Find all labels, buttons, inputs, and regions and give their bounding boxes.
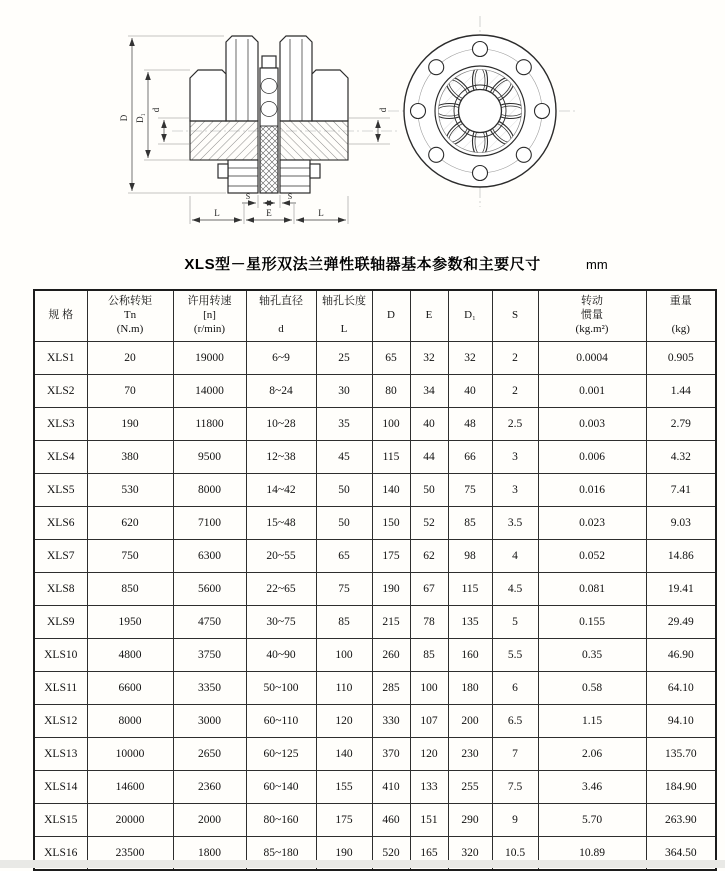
value-cell: 20000 [87,804,173,837]
section-view-drawing [116,6,401,241]
value-cell: 98 [448,540,492,573]
value-cell: 29.49 [646,606,716,639]
value-cell: 115 [448,573,492,606]
value-cell: 78 [410,606,448,639]
value-cell: 44 [410,441,448,474]
value-cell: 25 [316,342,372,375]
value-cell: 100 [410,672,448,705]
value-cell: 364.50 [646,837,716,871]
left-half-coupling [190,36,258,193]
value-cell: 4750 [173,606,246,639]
value-cell: 40 [410,408,448,441]
table-row [34,738,716,771]
value-cell: 60~110 [246,705,316,738]
value-cell: 0.155 [538,606,646,639]
value-cell: 1.15 [538,705,646,738]
value-cell: 11800 [173,408,246,441]
value-cell: 14600 [87,771,173,804]
spec-cell: XLS16 [34,837,87,871]
value-cell: 2360 [173,771,246,804]
dim-D1 [135,70,190,160]
column-header-D1: D₁ [448,290,492,342]
table-row [34,672,716,705]
value-cell: 140 [316,738,372,771]
value-cell: 120 [316,705,372,738]
value-cell: 200 [448,705,492,738]
table-head-row [34,290,716,342]
value-cell: 50 [316,507,372,540]
column-header-speed: 许用转速 [n] (r/min) [173,290,246,342]
table-row [34,375,716,408]
value-cell: 150 [372,507,410,540]
value-cell: 151 [410,804,448,837]
value-cell: 9.03 [646,507,716,540]
bore-circle [459,90,502,133]
value-cell: 155 [316,771,372,804]
value-cell: 0.052 [538,540,646,573]
value-cell: 184.90 [646,771,716,804]
value-cell: 9 [492,804,538,837]
value-cell: 30 [316,375,372,408]
value-cell: 215 [372,606,410,639]
value-cell: 4.5 [492,573,538,606]
title-row [0,252,725,278]
value-cell: 190 [372,573,410,606]
value-cell: 1800 [173,837,246,871]
page-bottom-strip [0,860,725,868]
column-header-bore-diameter: 轴孔直径 d [246,290,316,342]
value-cell: 52 [410,507,448,540]
spec-cell: XLS15 [34,804,87,837]
value-cell: 65 [316,540,372,573]
value-cell: 94.10 [646,705,716,738]
spec-cell: XLS5 [34,474,87,507]
spec-cell: XLS9 [34,606,87,639]
value-cell: 0.905 [646,342,716,375]
value-cell: 40~90 [246,639,316,672]
value-cell: 19000 [173,342,246,375]
table-row [34,804,716,837]
spec-cell: XLS4 [34,441,87,474]
value-cell: 620 [87,507,173,540]
spec-cell: XLS11 [34,672,87,705]
value-cell: 4 [492,540,538,573]
value-cell: 140 [372,474,410,507]
value-cell: 520 [372,837,410,871]
value-cell: 2650 [173,738,246,771]
value-cell: 100 [372,408,410,441]
value-cell: 4.32 [646,441,716,474]
value-cell: 50~100 [246,672,316,705]
dim-label-S-right: S [287,192,293,201]
table-row [34,408,716,441]
table-row [34,573,716,606]
table-row [34,639,716,672]
table-row [34,441,716,474]
value-cell: 32 [410,342,448,375]
value-cell: 850 [87,573,173,606]
value-cell: 6600 [87,672,173,705]
value-cell: 85 [316,606,372,639]
column-header-inertia: 转动 惯量 (kg.m²) [538,290,646,342]
value-cell: 263.90 [646,804,716,837]
value-cell: 530 [87,474,173,507]
value-cell: 3 [492,474,538,507]
value-cell: 10.5 [492,837,538,871]
value-cell: 107 [410,705,448,738]
value-cell: 8000 [87,705,173,738]
dim-label-L-left: L [214,208,220,218]
value-cell: 8~24 [246,375,316,408]
value-cell: 80 [372,375,410,408]
value-cell: 320 [448,837,492,871]
value-cell: 5 [492,606,538,639]
dim-label-S-left: S [245,192,251,201]
value-cell: 3000 [173,705,246,738]
table-row [34,771,716,804]
value-cell: 46.90 [646,639,716,672]
value-cell: 3 [492,441,538,474]
column-header-E: E [410,290,448,342]
value-cell: 3.46 [538,771,646,804]
value-cell: 190 [316,837,372,871]
dim-label-d-left: d [151,107,161,113]
value-cell: 2000 [173,804,246,837]
value-cell: 285 [372,672,410,705]
value-cell: 7.5 [492,771,538,804]
value-cell: 6.5 [492,705,538,738]
value-cell: 0.0004 [538,342,646,375]
value-cell: 30~75 [246,606,316,639]
value-cell: 64.10 [646,672,716,705]
value-cell: 460 [372,804,410,837]
flange-section-hatch [190,121,258,160]
value-cell: 115 [372,441,410,474]
column-header-torque: 公称转矩 Tn (N.m) [87,290,173,342]
dim-LEL [190,196,348,224]
dim-label-L-right: L [318,208,324,218]
value-cell: 0.003 [538,408,646,441]
value-cell: 0.58 [538,672,646,705]
value-cell: 2.79 [646,408,716,441]
value-cell: 3.5 [492,507,538,540]
value-cell: 50 [316,474,372,507]
column-header-D: D [372,290,410,342]
value-cell: 60~140 [246,771,316,804]
page-title: XLS型－星形双法兰弹性联轴器基本参数和主要尺寸 [184,256,541,273]
column-header-bore-length: 轴孔长度 L [316,290,372,342]
value-cell: 1950 [87,606,173,639]
unit-label: mm [586,257,608,272]
table-row [34,342,716,375]
value-cell: 62 [410,540,448,573]
spec-cell: XLS7 [34,540,87,573]
spec-cell: XLS13 [34,738,87,771]
value-cell: 2.5 [492,408,538,441]
table-row [34,507,716,540]
value-cell: 4800 [87,639,173,672]
value-cell: 5600 [173,573,246,606]
dim-d-right [349,107,390,144]
value-cell: 165 [410,837,448,871]
spec-cell: XLS1 [34,342,87,375]
spec-cell: XLS10 [34,639,87,672]
dim-label-D: D [119,114,129,122]
value-cell: 80~160 [246,804,316,837]
value-cell: 50 [410,474,448,507]
value-cell: 7.41 [646,474,716,507]
value-cell: 67 [410,573,448,606]
value-cell: 100 [316,639,372,672]
table-row [34,606,716,639]
value-cell: 14~42 [246,474,316,507]
value-cell: 2 [492,342,538,375]
spec-cell: XLS2 [34,375,87,408]
value-cell: 6300 [173,540,246,573]
value-cell: 6~9 [246,342,316,375]
value-cell: 260 [372,639,410,672]
value-cell: 65 [372,342,410,375]
right-half-coupling [280,36,348,193]
column-header-weight: 重量 (kg) [646,290,716,342]
dim-label-D1: D₁ [135,113,145,123]
dim-label-E: E [266,208,272,218]
value-cell: 5.5 [492,639,538,672]
value-cell: 135 [448,606,492,639]
value-cell: 85 [410,639,448,672]
value-cell: 60~125 [246,738,316,771]
parameters-table [33,289,717,871]
value-cell: 370 [372,738,410,771]
value-cell: 110 [316,672,372,705]
elastic-element-section [260,56,278,193]
column-header-S: S [492,290,538,342]
value-cell: 45 [316,441,372,474]
value-cell: 135.70 [646,738,716,771]
value-cell: 22~65 [246,573,316,606]
spec-cell: XLS8 [34,573,87,606]
value-cell: 15~48 [246,507,316,540]
value-cell: 9500 [173,441,246,474]
value-cell: 230 [448,738,492,771]
value-cell: 3350 [173,672,246,705]
value-cell: 20~55 [246,540,316,573]
value-cell: 10~28 [246,408,316,441]
value-cell: 120 [410,738,448,771]
value-cell: 0.006 [538,441,646,474]
value-cell: 330 [372,705,410,738]
value-cell: 34 [410,375,448,408]
value-cell: 8000 [173,474,246,507]
value-cell: 175 [372,540,410,573]
value-cell: 75 [316,573,372,606]
value-cell: 0.081 [538,573,646,606]
value-cell: 175 [316,804,372,837]
value-cell: 290 [448,804,492,837]
value-cell: 190 [87,408,173,441]
value-cell: 133 [410,771,448,804]
table-row [34,474,716,507]
table-row [34,540,716,573]
value-cell: 3750 [173,639,246,672]
value-cell: 180 [448,672,492,705]
dim-label-d-right: d [378,107,388,113]
value-cell: 14000 [173,375,246,408]
value-cell: 750 [87,540,173,573]
table-row [34,705,716,738]
value-cell: 0.001 [538,375,646,408]
column-header-spec: 规 格 [34,290,87,342]
value-cell: 12~38 [246,441,316,474]
value-cell: 380 [87,441,173,474]
value-cell: 85 [448,507,492,540]
value-cell: 2 [492,375,538,408]
value-cell: 0.023 [538,507,646,540]
spec-cell: XLS3 [34,408,87,441]
value-cell: 40 [448,375,492,408]
value-cell: 255 [448,771,492,804]
spec-cell: XLS6 [34,507,87,540]
value-cell: 48 [448,408,492,441]
value-cell: 75 [448,474,492,507]
dim-S [242,192,296,208]
value-cell: 19.41 [646,573,716,606]
value-cell: 10000 [87,738,173,771]
value-cell: 2.06 [538,738,646,771]
spec-cell: XLS12 [34,705,87,738]
value-cell: 14.86 [646,540,716,573]
value-cell: 23500 [87,837,173,871]
value-cell: 10.89 [538,837,646,871]
value-cell: 20 [87,342,173,375]
value-cell: 66 [448,441,492,474]
value-cell: 32 [448,342,492,375]
value-cell: 1.44 [646,375,716,408]
value-cell: 85~180 [246,837,316,871]
value-cell: 6 [492,672,538,705]
spec-cell: XLS14 [34,771,87,804]
value-cell: 70 [87,375,173,408]
front-view-drawing [385,10,580,210]
value-cell: 5.70 [538,804,646,837]
value-cell: 0.35 [538,639,646,672]
value-cell: 7 [492,738,538,771]
value-cell: 35 [316,408,372,441]
value-cell: 160 [448,639,492,672]
value-cell: 7100 [173,507,246,540]
value-cell: 410 [372,771,410,804]
dim-d-left [151,107,190,144]
value-cell: 0.016 [538,474,646,507]
